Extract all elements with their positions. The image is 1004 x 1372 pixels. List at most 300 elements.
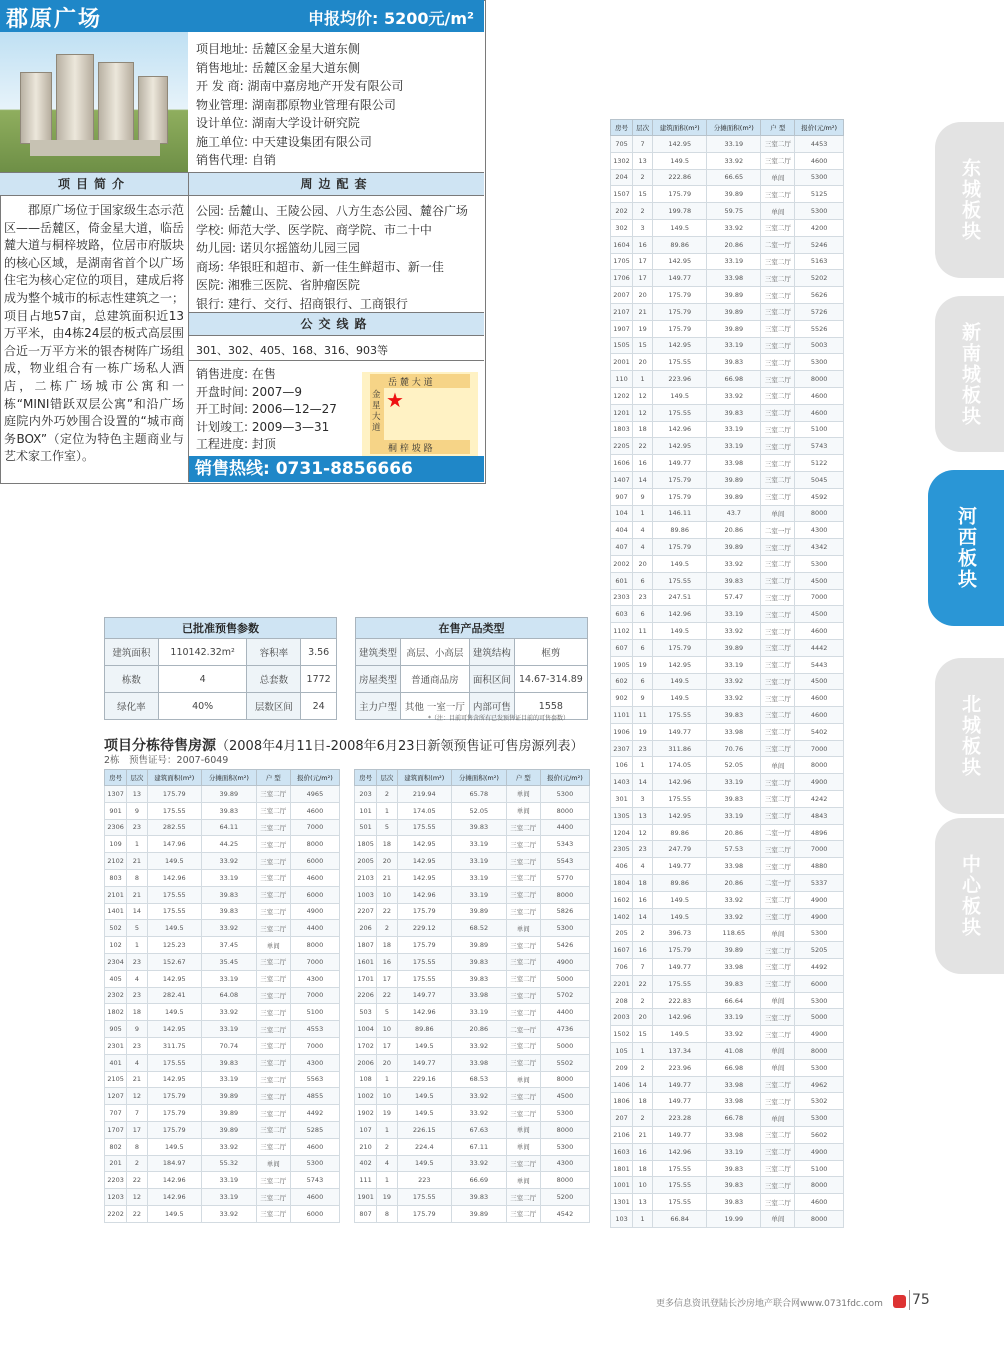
table-cell: 单间 <box>761 925 795 942</box>
table-cell: 149.5 <box>653 891 707 908</box>
table-row <box>355 1189 590 1206</box>
table-cell: 二室一厅 <box>761 522 795 539</box>
table-cell: 2207 <box>355 903 377 920</box>
table-header-row <box>611 120 844 136</box>
table-cell: 4600 <box>795 690 844 707</box>
table-cell: 3 <box>633 791 653 808</box>
table-cell: 22 <box>633 438 653 455</box>
column-header: 报价(元/m²) <box>540 770 589 786</box>
table-row <box>611 1076 844 1093</box>
table-cell: 66.98 <box>707 371 761 388</box>
table-cell: 39.83 <box>707 354 761 371</box>
table-cell: 33.92 <box>707 673 761 690</box>
table-cell: 三室二厅 <box>761 488 795 505</box>
table-cell: 5602 <box>795 1127 844 1144</box>
table-cell: 23 <box>127 953 147 970</box>
table-cell: 39.83 <box>707 572 761 589</box>
table-cell: 37.45 <box>202 937 257 954</box>
table-row <box>611 908 844 925</box>
table-cell: 单间 <box>761 1059 795 1076</box>
table-cell: 33.19 <box>202 970 257 987</box>
table-row <box>355 1138 590 1155</box>
table-cell: 19 <box>633 656 653 673</box>
table-cell: 66.98 <box>707 1059 761 1076</box>
table-cell: 5000 <box>540 1037 589 1054</box>
table-cell: 19 <box>633 320 653 337</box>
table-cell: 5337 <box>795 875 844 892</box>
tab-beicheng[interactable]: 北城板块 <box>935 658 1004 814</box>
table-cell: 33.19 <box>707 337 761 354</box>
table-row <box>611 287 844 304</box>
table-cell: 142.95 <box>397 869 452 886</box>
tab-hexi[interactable]: 河西板块 <box>928 470 1004 626</box>
table-cell: 175.79 <box>653 942 707 959</box>
table-cell: 125.23 <box>147 937 202 954</box>
table-cell: 602 <box>611 673 633 690</box>
table-cell: 175.79 <box>653 287 707 304</box>
table-cell: 5300 <box>540 786 589 803</box>
table-cell: 39.83 <box>707 1177 761 1194</box>
table-cell: 三室二厅 <box>256 970 290 987</box>
table-row <box>105 920 340 937</box>
presale-cell: 容积率 <box>247 639 301 666</box>
table-cell: 1502 <box>611 1026 633 1043</box>
table-row <box>105 1021 340 1038</box>
table-cell: 247.51 <box>653 589 707 606</box>
table-row <box>611 471 844 488</box>
table-cell: 4855 <box>290 1088 339 1105</box>
table-cell: 2 <box>377 920 397 937</box>
table-cell: 三室二厅 <box>506 1088 540 1105</box>
table-cell: 4600 <box>795 707 844 724</box>
table-cell: 282.41 <box>147 987 202 1004</box>
table-cell: 单间 <box>506 920 540 937</box>
table-row <box>611 354 844 371</box>
table-cell: 105 <box>611 1043 633 1060</box>
table-cell: 10 <box>377 886 397 903</box>
product-types-table <box>355 617 588 720</box>
table-cell: 16 <box>633 891 653 908</box>
table-cell: 18 <box>377 836 397 853</box>
column-header: 层次 <box>377 770 397 786</box>
table-cell: 三室二厅 <box>761 303 795 320</box>
table-cell: 22 <box>377 903 397 920</box>
table-cell: 三室二厅 <box>761 740 795 757</box>
table-cell: 2106 <box>611 1127 633 1144</box>
table-cell: 三室二厅 <box>256 819 290 836</box>
tab-xinnancheng[interactable]: 新南城板块 <box>935 296 1004 452</box>
table-cell: 三室二厅 <box>506 853 540 870</box>
table-cell: 5502 <box>540 1054 589 1071</box>
table-cell: 20.86 <box>707 875 761 892</box>
table-cell: 33.92 <box>707 555 761 572</box>
table-cell: 18 <box>633 421 653 438</box>
presale-row <box>105 639 337 666</box>
table-cell: 89.86 <box>397 1021 452 1038</box>
table-cell: 206 <box>355 920 377 937</box>
table-cell: 2102 <box>105 853 127 870</box>
table-cell: 502 <box>105 920 127 937</box>
table-cell: 223.28 <box>653 1110 707 1127</box>
table-cell: 1 <box>377 1121 397 1138</box>
table-cell: 149.5 <box>653 1026 707 1043</box>
table-cell: 17 <box>127 1121 147 1138</box>
surround-heading: 周边配套 <box>189 172 484 196</box>
table-cell: 5443 <box>795 656 844 673</box>
table-cell: 33.92 <box>452 1088 507 1105</box>
table-cell: 203 <box>355 786 377 803</box>
progress-line: 开盘时间: 2007—9 <box>196 384 303 399</box>
table-row <box>611 555 844 572</box>
table-cell: 4400 <box>290 920 339 937</box>
table-cell: 20 <box>633 555 653 572</box>
table-cell: 三室二厅 <box>761 1026 795 1043</box>
table-cell: 803 <box>105 869 127 886</box>
table-cell: 175.79 <box>397 1205 452 1222</box>
table-cell: 8000 <box>795 757 844 774</box>
table-cell: 13 <box>127 786 147 803</box>
table-row <box>611 891 844 908</box>
column-header: 层次 <box>633 120 653 136</box>
column-header: 报价(元/m²) <box>795 120 844 136</box>
table-cell: 三室二厅 <box>506 970 540 987</box>
table-cell: 13 <box>633 152 653 169</box>
table-cell: 601 <box>611 572 633 589</box>
table-cell: 39.89 <box>707 303 761 320</box>
table-cell: 66.64 <box>707 992 761 1009</box>
table-cell: 4442 <box>795 639 844 656</box>
table-cell: 5246 <box>795 236 844 253</box>
table-cell: 1002 <box>355 1088 377 1105</box>
table-row <box>611 807 844 824</box>
table-row <box>611 1059 844 1076</box>
table-row <box>611 589 844 606</box>
table-cell: 5300 <box>795 203 844 220</box>
table-cell: 4900 <box>795 891 844 908</box>
table-cell: 二室一厅 <box>761 824 795 841</box>
table-cell: 9 <box>633 488 653 505</box>
table-cell: 33.92 <box>707 152 761 169</box>
table-cell: 23 <box>633 740 653 757</box>
products-cell: 建筑结构 <box>469 639 514 666</box>
table-cell: 68.53 <box>452 1071 507 1088</box>
table-cell: 33.19 <box>707 253 761 270</box>
table-cell: 1 <box>633 1211 653 1228</box>
table-cell: 65.78 <box>452 786 507 803</box>
table-cell: 4 <box>633 858 653 875</box>
table-cell: 4900 <box>795 1026 844 1043</box>
table-cell: 1701 <box>355 970 377 987</box>
table-cell: 33.19 <box>202 1021 257 1038</box>
table-cell: 5343 <box>540 836 589 853</box>
table-cell: 4600 <box>795 404 844 421</box>
table-cell: 8 <box>377 1205 397 1222</box>
table-cell: 三室二厅 <box>256 786 290 803</box>
table-cell: 8000 <box>290 836 339 853</box>
table-cell: 1401 <box>105 903 127 920</box>
table-cell: 6000 <box>290 1205 339 1222</box>
table-cell: 175.55 <box>653 404 707 421</box>
table-row <box>355 1004 590 1021</box>
table-cell: 4600 <box>290 1138 339 1155</box>
table-cell: 20.86 <box>707 522 761 539</box>
table-cell: 175.55 <box>653 707 707 724</box>
table-row <box>105 953 340 970</box>
surround-line: 公园: 岳麓山、王陵公园、八方生态公园、麓谷广场 <box>196 204 468 218</box>
table-cell: 1003 <box>355 886 377 903</box>
footer-text: 更多信息资讯登陆长沙房地产联合网www.0731fdc.com <box>656 1299 883 1309</box>
table-row <box>611 303 844 320</box>
table-row <box>105 937 340 954</box>
table-cell: 175.79 <box>147 1088 202 1105</box>
table-cell: 142.96 <box>653 774 707 791</box>
table-cell: 33.19 <box>202 1189 257 1206</box>
table-cell: 175.79 <box>147 1105 202 1122</box>
table-cell: 三室二厅 <box>256 1205 290 1222</box>
table-row <box>105 1205 340 1222</box>
table-cell: 205 <box>611 925 633 942</box>
table-cell: 7000 <box>795 589 844 606</box>
table-cell: 33.19 <box>707 1009 761 1026</box>
table-cell: 三室二厅 <box>506 819 540 836</box>
table-row <box>611 707 844 724</box>
table-cell: 9 <box>127 802 147 819</box>
table-cell: 7 <box>127 1105 147 1122</box>
table-cell: 39.89 <box>707 186 761 203</box>
table-cell: 52.05 <box>452 802 507 819</box>
table-cell: 22 <box>127 1205 147 1222</box>
table-cell: 175.79 <box>653 320 707 337</box>
table-cell: 149.5 <box>397 1088 452 1105</box>
table-cell: 2103 <box>355 869 377 886</box>
table-cell: 4453 <box>795 136 844 153</box>
table-cell: 33.19 <box>452 853 507 870</box>
unit-table-b <box>354 769 590 1223</box>
table-cell: 1201 <box>611 404 633 421</box>
table-cell: 4300 <box>290 970 339 987</box>
table-cell: 39.89 <box>202 1121 257 1138</box>
table-cell: 1 <box>377 1071 397 1088</box>
table-row <box>355 953 590 970</box>
table-cell: 229.16 <box>397 1071 452 1088</box>
table-cell: 5003 <box>795 337 844 354</box>
table-cell: 229.12 <box>397 920 452 937</box>
presale-cell: 建筑面积 <box>105 639 159 666</box>
table-cell: 4300 <box>795 522 844 539</box>
table-cell: 907 <box>611 488 633 505</box>
table-cell: 17 <box>377 1037 397 1054</box>
table-cell: 57.47 <box>707 589 761 606</box>
table-cell: 404 <box>611 522 633 539</box>
table-row <box>611 539 844 556</box>
table-cell: 802 <box>105 1138 127 1155</box>
tab-zhongxin[interactable]: 中心板块 <box>935 818 1004 974</box>
table-cell: 106 <box>611 757 633 774</box>
table-cell: 224.4 <box>397 1138 452 1155</box>
presale-cell: 110142.32m² <box>158 639 247 666</box>
table-cell: 三室二厅 <box>761 1160 795 1177</box>
table-cell: 4 <box>377 1155 397 1172</box>
table-cell: 39.83 <box>452 953 507 970</box>
table-cell: 三室二厅 <box>761 673 795 690</box>
table-cell: 三室二厅 <box>761 404 795 421</box>
table-cell: 6 <box>633 606 653 623</box>
table-cell: 5300 <box>795 169 844 186</box>
table-row <box>611 455 844 472</box>
table-cell: 55.32 <box>202 1155 257 1172</box>
table-cell: 16 <box>377 953 397 970</box>
table-row <box>611 639 844 656</box>
table-row <box>355 920 590 937</box>
products-row <box>356 639 588 666</box>
table-cell: 1707 <box>105 1121 127 1138</box>
table-cell: 三室二厅 <box>506 903 540 920</box>
table-cell: 109 <box>105 836 127 853</box>
table-cell: 66.84 <box>653 1211 707 1228</box>
tab-dongcheng[interactable]: 东城板块 <box>935 122 1004 278</box>
table-cell: 1 <box>633 1043 653 1060</box>
table-cell: 三室二厅 <box>506 836 540 853</box>
table-cell: 单间 <box>761 757 795 774</box>
table-cell: 1001 <box>611 1177 633 1194</box>
table-cell: 39.83 <box>202 886 257 903</box>
table-row <box>105 1121 340 1138</box>
table-cell: 5122 <box>795 455 844 472</box>
road-label-jinxing: 金星大道 <box>372 390 381 433</box>
table-cell: 三室二厅 <box>761 942 795 959</box>
table-cell: 1705 <box>611 253 633 270</box>
table-cell: 三室二厅 <box>761 690 795 707</box>
table-cell: 39.89 <box>707 471 761 488</box>
table-cell: 三室二厅 <box>256 1071 290 1088</box>
table-cell: 33.92 <box>452 1037 507 1054</box>
project-intro-text: 郡原广场位于国家级生态示范区——岳麓区，倚金星大道，临岳麓大道与桐梓坡路，位居市府版块的核心区域，是湖南省首个以广场住宅为核心定位的项目，建成后将成为整个城市的标志性建筑之一；项目占地57亩，总建筑面积近13万平米，由4栋24层的板式高层围合近一万平方米的银杏树阵广场组成，物业组合有一栋广场私人酒店，二栋广场城市公寓和一栋“MINI错跃双层公寓”和沿广场庭院内外巧妙围合设置的“城市商务BOX”（定位为特色主题商业与艺术家工作室）。 <box>4 203 185 464</box>
table-row <box>611 203 844 220</box>
table-cell: 89.86 <box>653 522 707 539</box>
table-cell: 4500 <box>795 572 844 589</box>
table-cell: 39.89 <box>452 903 507 920</box>
table-cell: 17 <box>377 970 397 987</box>
table-cell: 20 <box>377 853 397 870</box>
presale-cell: 层数区间 <box>247 693 301 720</box>
column-header: 户 型 <box>761 120 795 136</box>
table-cell: 146.11 <box>653 505 707 522</box>
table-cell: 三室二厅 <box>256 1021 290 1038</box>
table-cell: 222.83 <box>653 992 707 1009</box>
unit-table-a <box>104 769 340 1223</box>
table-cell: 21 <box>633 303 653 320</box>
table-cell: 175.55 <box>653 1194 707 1211</box>
table-row <box>355 903 590 920</box>
table-cell: 2 <box>127 1155 147 1172</box>
table-cell: 226.15 <box>397 1121 452 1138</box>
table-cell: 三室二厅 <box>761 623 795 640</box>
presale-cell: 24 <box>301 693 337 720</box>
table-cell: 149.77 <box>397 1054 452 1071</box>
table-cell: 1902 <box>355 1105 377 1122</box>
table-cell: 三室二厅 <box>761 152 795 169</box>
table-cell: 三室二厅 <box>256 903 290 920</box>
table-cell: 4600 <box>795 152 844 169</box>
table-row <box>105 786 340 803</box>
products-cell: 主力户型 <box>356 693 401 720</box>
table-row <box>611 1026 844 1043</box>
products-cell: 1558 <box>514 693 587 720</box>
table-cell: 1604 <box>611 236 633 253</box>
table-cell: 142.95 <box>147 1021 202 1038</box>
table-cell: 2304 <box>105 953 127 970</box>
table-cell: 33.19 <box>707 774 761 791</box>
table-cell: 5543 <box>540 853 589 870</box>
table-cell: 33.92 <box>452 1155 507 1172</box>
table-cell: 407 <box>611 539 633 556</box>
average-price: 申报均价: 5200元/m² <box>307 9 474 28</box>
table-cell: 39.89 <box>202 1088 257 1105</box>
table-cell: 5426 <box>540 937 589 954</box>
table-cell: 1307 <box>105 786 127 803</box>
table-cell: 175.55 <box>147 886 202 903</box>
table-cell: 149.5 <box>147 1205 202 1222</box>
table-cell: 39.89 <box>707 639 761 656</box>
surround-list <box>196 202 482 313</box>
table-cell: 8000 <box>795 505 844 522</box>
table-row <box>105 1037 340 1054</box>
table-cell: 三室二厅 <box>256 1105 290 1122</box>
table-cell: 2101 <box>105 886 127 903</box>
sales-hotline: 销售热线: 0731-8856666 <box>189 456 484 482</box>
table-row <box>105 970 340 987</box>
table-row <box>355 970 590 987</box>
table-cell: 16 <box>633 1143 653 1160</box>
table-cell: 7000 <box>290 1037 339 1054</box>
table-cell: 1804 <box>611 875 633 892</box>
table-cell: 4400 <box>540 819 589 836</box>
table-cell: 57.53 <box>707 841 761 858</box>
table-cell: 142.96 <box>397 1004 452 1021</box>
table-cell: 11 <box>633 623 653 640</box>
table-row <box>611 169 844 186</box>
table-cell: 7000 <box>290 953 339 970</box>
table-cell: 175.55 <box>147 802 202 819</box>
table-cell: 三室二厅 <box>256 953 290 970</box>
table-cell: 1802 <box>105 1004 127 1021</box>
table-cell: 4962 <box>795 1076 844 1093</box>
presale-cell: 总套数 <box>247 666 301 693</box>
table-cell: 142.96 <box>653 606 707 623</box>
table-cell: 三室二厅 <box>761 707 795 724</box>
table-cell: 44.25 <box>202 836 257 853</box>
table-row <box>611 925 844 942</box>
table-cell: 209 <box>611 1059 633 1076</box>
table-cell: 33.19 <box>452 836 507 853</box>
table-cell: 4500 <box>795 606 844 623</box>
table-cell: 4553 <box>290 1021 339 1038</box>
table-cell: 5285 <box>290 1121 339 1138</box>
table-cell: 5200 <box>540 1189 589 1206</box>
table-cell: 20.86 <box>707 236 761 253</box>
table-cell: 1907 <box>611 320 633 337</box>
table-cell: 20 <box>633 354 653 371</box>
table-cell: 9 <box>127 1021 147 1038</box>
table-cell: 175.79 <box>653 186 707 203</box>
table-cell: 4843 <box>795 807 844 824</box>
table-cell: 三室二厅 <box>761 1093 795 1110</box>
table-cell: 201 <box>105 1155 127 1172</box>
table-cell: 5100 <box>795 421 844 438</box>
table-cell: 5000 <box>795 1009 844 1026</box>
table-cell: 5300 <box>795 354 844 371</box>
table-cell: 单间 <box>506 786 540 803</box>
